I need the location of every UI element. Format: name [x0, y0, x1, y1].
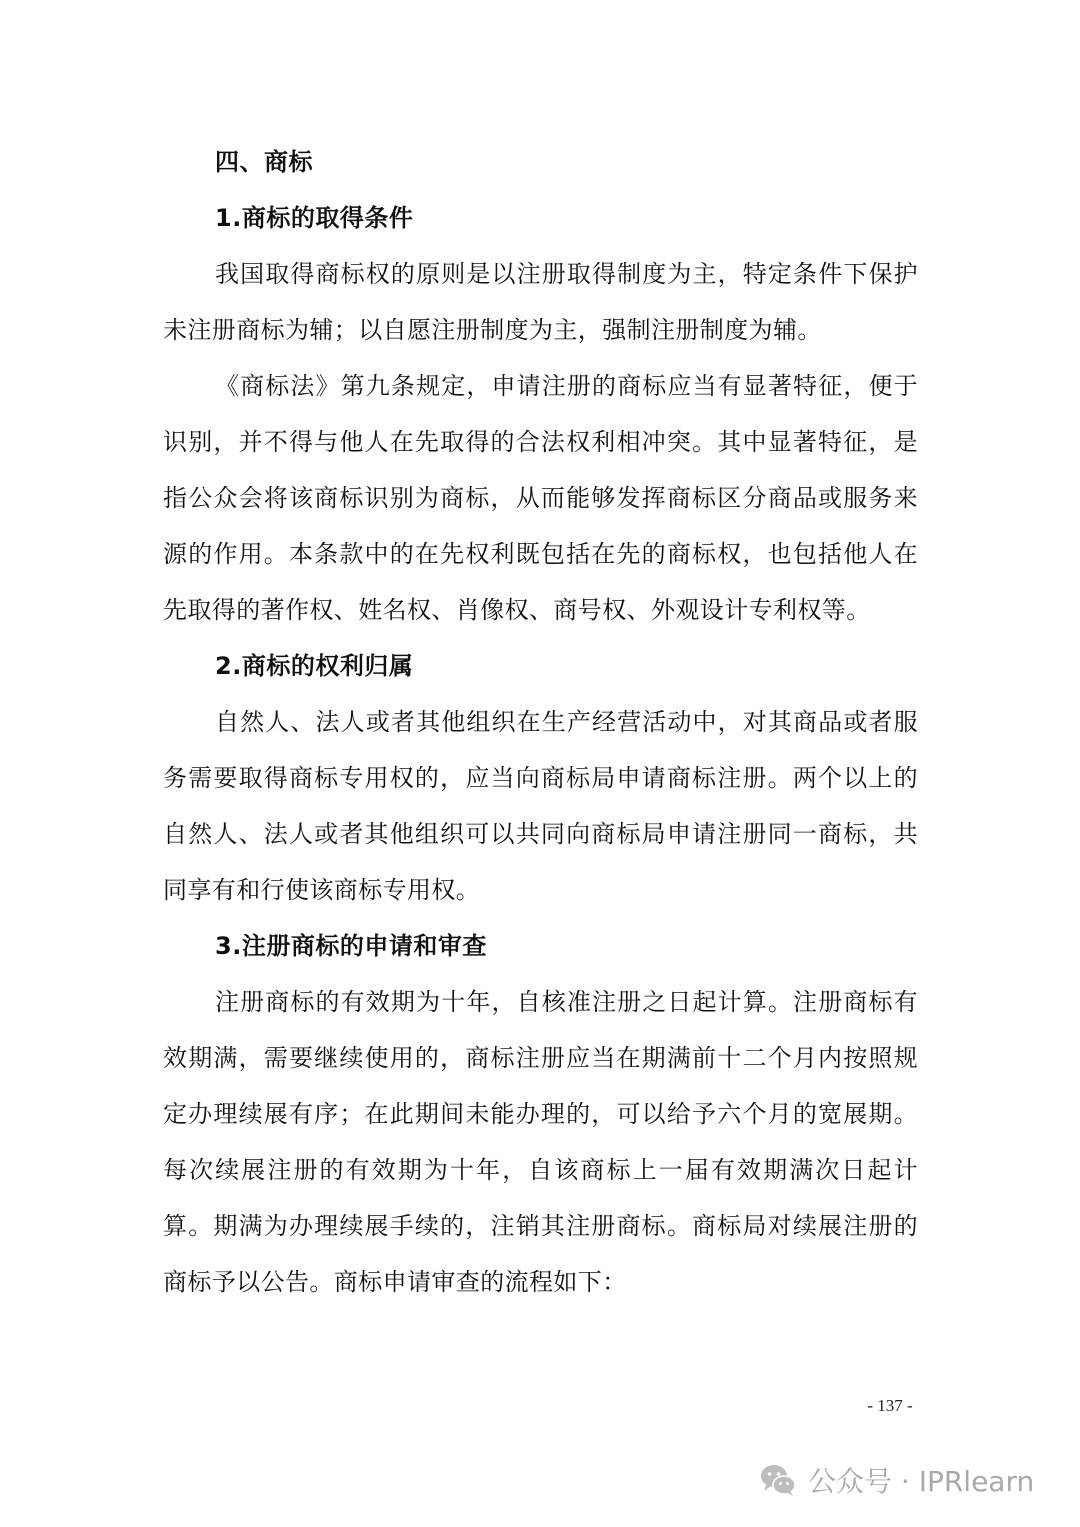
page-number: - 137 -: [867, 1396, 913, 1415]
wechat-icon: [758, 1460, 798, 1500]
paragraph: 《商标法》第九条规定，申请注册的商标应当有显著特征，便于识别，并不得与他人在先取得的合法权利相冲突。其中显著特征，是指公众会将该商标识别为商标，从而能够发挥商标区分商品或服务来源的作用。本条款中的在先权利既包括在先的商标权，也包括他人在先取得的著作权、姓名权、肖像权、商号权、外观设计专利权等。: [163, 372, 918, 624]
subsection-heading-2: 2.商标的权利归属: [215, 652, 414, 680]
watermark-text: 公众号 · IPRlearn: [808, 1465, 1035, 1498]
paragraph: 自然人、法人或者其他组织在生产经营活动中，对其商品或者服务需要取得商标专用权的，应当向商标局申请商标注册。两个以上的自然人、法人或者其他组织可以共同向商标局申请注册同一商标，共同享有和行使该商标专用权。: [163, 708, 918, 904]
document-body: [163, 134, 918, 1310]
paragraph: 注册商标的有效期为十年，自核准注册之日起计算。注册商标有效期满，需要继续使用的，商标注册应当在期满前十二个月内按照规定办理续展有序；在此期间未能办理的，可以给予六个月的宽展期。每次续展注册的有效期为十年，自该商标上一届有效期满次日起计算。期满为办理续展手续的，注销其注册商标。商标局对续展注册的商标予以公告。商标申请审查的流程如下：: [163, 988, 918, 1296]
section-heading: 四、商标: [215, 148, 313, 176]
watermark: [758, 1455, 1034, 1505]
subsection-heading-1: 1.商标的取得条件: [215, 204, 414, 232]
subsection-heading-3: 3.注册商标的申请和审查: [215, 932, 487, 960]
paragraph: 我国取得商标权的原则是以注册取得制度为主，特定条件下保护未注册商标为辅；以自愿注册制度为主，强制注册制度为辅。: [163, 260, 918, 344]
